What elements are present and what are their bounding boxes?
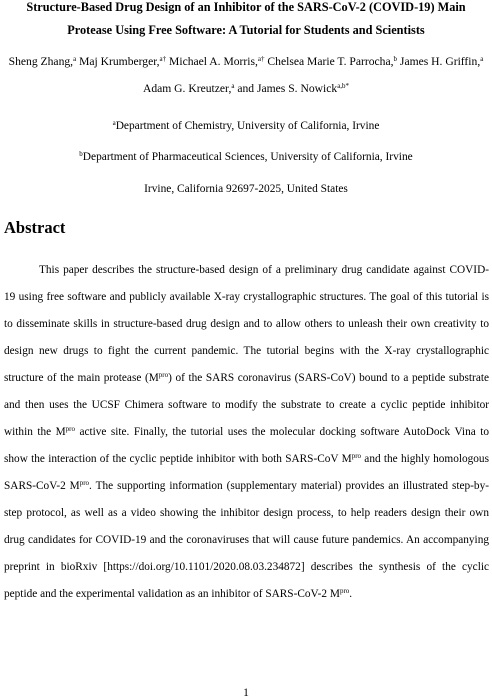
abstract-text: peptide and the experimental validation as an inhibitor of SARS-CoV-2 M [4,588,340,600]
mpro-superscript: pro [65,425,75,433]
author-affiliation-mark: a [73,55,77,63]
author-affiliation-mark: a [480,55,484,63]
mpro-superscript: pro [79,479,90,487]
author-affiliation-mark: a,b* [337,82,350,90]
abstract-text: SARS-CoV-2 M [4,480,80,492]
abstract-line: design new drugs to fight the current pandemic. The tutorial begins with the X-ray crystallographic [4,345,489,357]
abstract-text: . [349,588,353,600]
affiliation-text: Department of Pharmaceutical Sciences, University of California, Irvine [82,151,413,163]
author-name: Sheng Zhang, [8,55,74,68]
author-name: Michael A. Morris, [166,55,258,68]
abstract-line [4,425,489,439]
abstract-line: 19 using free software and publicly available X-ray crystallographic structures. The goal of this tutorial is [4,291,489,303]
abstract-text: show the interaction of the cyclic peptide inhibitor with both SARS-CoV M [4,453,352,465]
affiliation-mark: a [112,119,116,127]
author-name: James H. Griffin, [397,55,481,68]
author-list-line-2 [0,82,492,96]
paper-title-line-2: Protease Using Free Software: A Tutorial for Students and Scientists [67,23,425,37]
abstract-line: step protocol, as well as a video showing the inhibitor design process, to help readers design their own [4,507,489,519]
abstract-text: . The supporting information (supplementary material) provides an illustrated step-by- [89,480,489,492]
mpro-superscript: pro [339,587,350,595]
abstract-text: active site. Finally, the tutorial uses the molecular docking software AutoDock Vina to [74,426,489,438]
author-name: and James S. Nowick [234,82,338,95]
abstract-text: structure of the main protease (M [4,372,159,384]
abstract-line: and then uses the UCSF Chimera software to modify the substrate to create a cyclic peptide inhibitor [4,399,489,411]
abstract-line [4,452,489,466]
abstract-heading: Abstract [4,218,66,237]
paper-title-line-1: Structure-Based Drug Design of an Inhibitor of the SARS-CoV-2 (COVID-19) Main [26,0,466,14]
mpro-superscript: pro [351,452,362,460]
abstract-line: to disseminate skills in structure-based drug design and to allow others to unleash their own creativity to [4,318,489,330]
mpro-superscript: pro [158,371,169,379]
abstract-text: ) of the SARS coronavirus (SARS-CoV) bound to a peptide substrate [168,372,489,384]
page-number: 1 [243,687,249,699]
abstract-line: This paper describes the structure-based design of a preliminary drug candidate against COVID- [39,264,489,276]
affiliation-text: Department of Chemistry, University of California, Irvine [115,120,380,132]
abstract-text: and the highly homologous [361,453,489,465]
abstract-line: preprint in bioRxiv [https://doi.org/10.1101/2020.08.03.234872] describes the synthesis of the cyclic [4,561,489,573]
author-affiliation-mark: a† [159,55,167,63]
author-affiliation-mark: a† [257,55,265,63]
author-name: Chelsea Marie T. Parrocha, [264,55,394,68]
author-affiliation-mark: a [231,82,235,90]
abstract-text: within the M [4,426,66,438]
affiliation-mark: b [79,150,83,158]
author-affiliation-mark: b [393,55,398,63]
abstract-line: drug candidates for COVID-19 and the coronaviruses that will cause future pandemics. An accompanying [4,534,489,546]
abstract-line [4,479,489,493]
author-name: Maj Krumberger, [76,55,160,68]
author-name: Adam G. Kreutzer, [142,82,232,95]
affiliation-a [0,119,492,133]
abstract-line [4,587,489,601]
affiliation-b [0,150,492,164]
abstract-line [4,371,489,385]
affiliation-address: Irvine, California 92697-2025, United States [144,183,348,195]
author-list-line-1 [0,55,492,69]
